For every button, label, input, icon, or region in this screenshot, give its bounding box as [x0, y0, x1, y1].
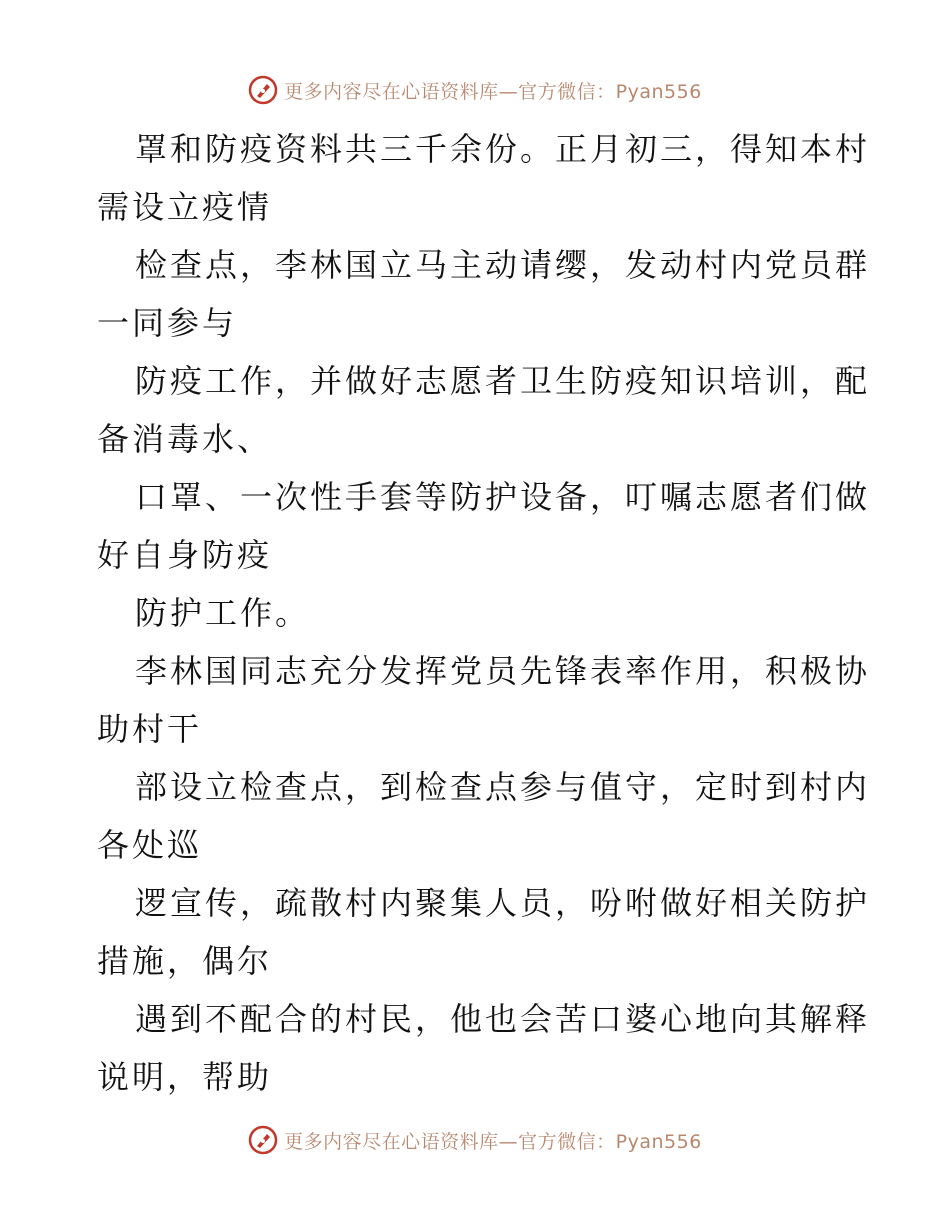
- text-line: 各处巡: [97, 826, 203, 864]
- header-banner: [0, 70, 950, 110]
- text-line: 防疫工作，并做好志愿者卫生防疫知识培训，配: [135, 362, 871, 400]
- text-line: 措施，偶尔: [97, 942, 273, 980]
- text-line: 需设立疫情: [97, 188, 273, 226]
- text-line: 逻宣传，疏散村内聚集人员，吩咐做好相关防护: [135, 884, 871, 922]
- pen-nib-logo-icon: [248, 1125, 278, 1155]
- text-line: 遇到不配合的村民，他也会苦口婆心地向其解释: [135, 1000, 871, 1038]
- text-line: 李林国同志充分发挥党员先锋表率作用，积极协: [135, 652, 871, 690]
- text-line: 一同参与: [97, 304, 238, 342]
- banner-text: 更多内容尽在心语资料库—官方微信：Pyan556: [284, 80, 702, 103]
- pen-nib-logo-icon: [248, 75, 278, 105]
- text-line: 备消毒水、: [97, 420, 273, 458]
- text-line: 部设立检查点，到检查点参与值守，定时到村内: [135, 768, 871, 806]
- text-line: 罩和防疫资料共三千余份。正月初三，得知本村: [135, 130, 871, 168]
- text-line: 检查点，李林国立马主动请缨，发动村内党员群: [135, 246, 871, 284]
- banner-text: 更多内容尽在心语资料库—官方微信：Pyan556: [284, 1130, 702, 1153]
- text-line: 防护工作。: [135, 594, 311, 632]
- footer-banner: [0, 1120, 950, 1160]
- text-line: 口罩、一次性手套等防护设备，叮嘱志愿者们做: [135, 478, 871, 516]
- text-line: 助村干: [97, 710, 203, 748]
- document-body: [97, 120, 871, 1106]
- text-line: 说明，帮助: [97, 1058, 273, 1096]
- text-line: 好自身防疫: [97, 536, 273, 574]
